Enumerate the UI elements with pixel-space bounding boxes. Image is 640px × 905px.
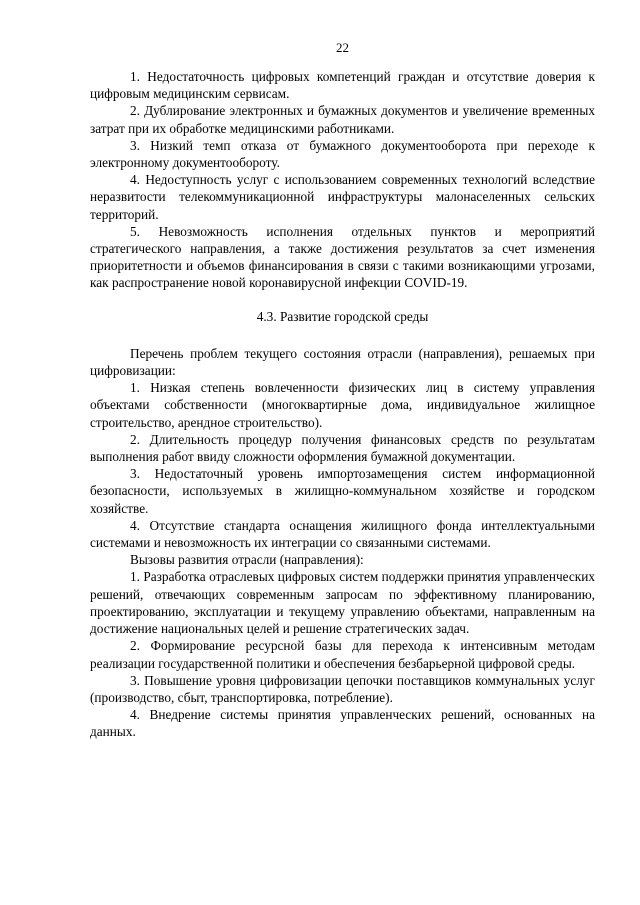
page-number: 22 [336,40,349,55]
section-problem-item: 1. Низкая степень вовлеченности физических лиц в систему управления объектами собственности (многоквартирные дома, индивидуальное жилищное строительство, арендное строительство). [90,380,595,430]
section-problem-item: 4. Отсутствие стандарта оснащения жилищного фонда интеллектуальными системами и невозможность их интеграции со связанными системами. [90,517,595,551]
section-title: 4.3. Развитие городской среды [256,308,429,324]
problem-item: 2. Дублирование электронных и бумажных документов и увеличение временных затрат при их обработке медицинскими работниками. [90,103,595,136]
section-problem-item: 3. Недостаточный уровень импортозамещения систем информационной безопасности, используемых в жилищно-коммунальном хозяйстве и городском хозяйстве. [90,466,595,516]
problem-item: 1. Недостаточность цифровых компетенций граждан и отсутствие доверия к цифровым медицинским сервисам. [90,69,595,102]
challenge-item: 1. Разработка отраслевых цифровых систем поддержки принятия управленческих решений, отвечающих современным запросам по эффективному планированию, проектированию, эксплуатации и текущему управлению объектами, направленным на достижение национальных целей и решение стратегических задач. [90,569,595,637]
challenge-item: 3. Повышение уровня цифровизации цепочки поставщиков коммунальных услуг (производство, сбыт, транспортировка, потребление). [90,672,595,705]
problem-item: 4. Недоступность услуг с использованием современных технологий вследствие неразвитости телекоммуникационной инфраструктуры малонаселенных сельских территорий. [90,172,595,222]
page-content [90,68,595,741]
challenge-item: 4. Внедрение системы принятия управленческих решений, основанных на данных. [90,707,595,740]
section-problem-item: 2. Длительность процедур получения финансовых средств по результатам выполнения работ ввиду сложности оформления бумажной документации. [90,431,595,465]
section-spacer [90,325,595,345]
challenge-item: 2. Формирование ресурсной базы для перехода к интенсивным методам реализации государственной политики и обеспечения безбарьерной цифровой среды. [90,638,595,671]
problem-item: 5. Невозможность исполнения отдельных пунктов и мероприятий стратегического направления, а также достижения результатов за счет изменения приоритетности и объемов финансирования в связи с такими возникающими угрозами, как распространение новой коронавирусной инфекции COVID-19. [90,223,595,291]
challenges-intro: Вызовы развития отрасли (направления): [130,552,364,568]
problem-item: 3. Низкий темп отказа от бумажного документооборота при переходе к электронному документообороту. [90,137,595,171]
problems-intro: Перечень проблем текущего состояния отрасли (направления), решаемых при цифровизации: [90,345,595,379]
